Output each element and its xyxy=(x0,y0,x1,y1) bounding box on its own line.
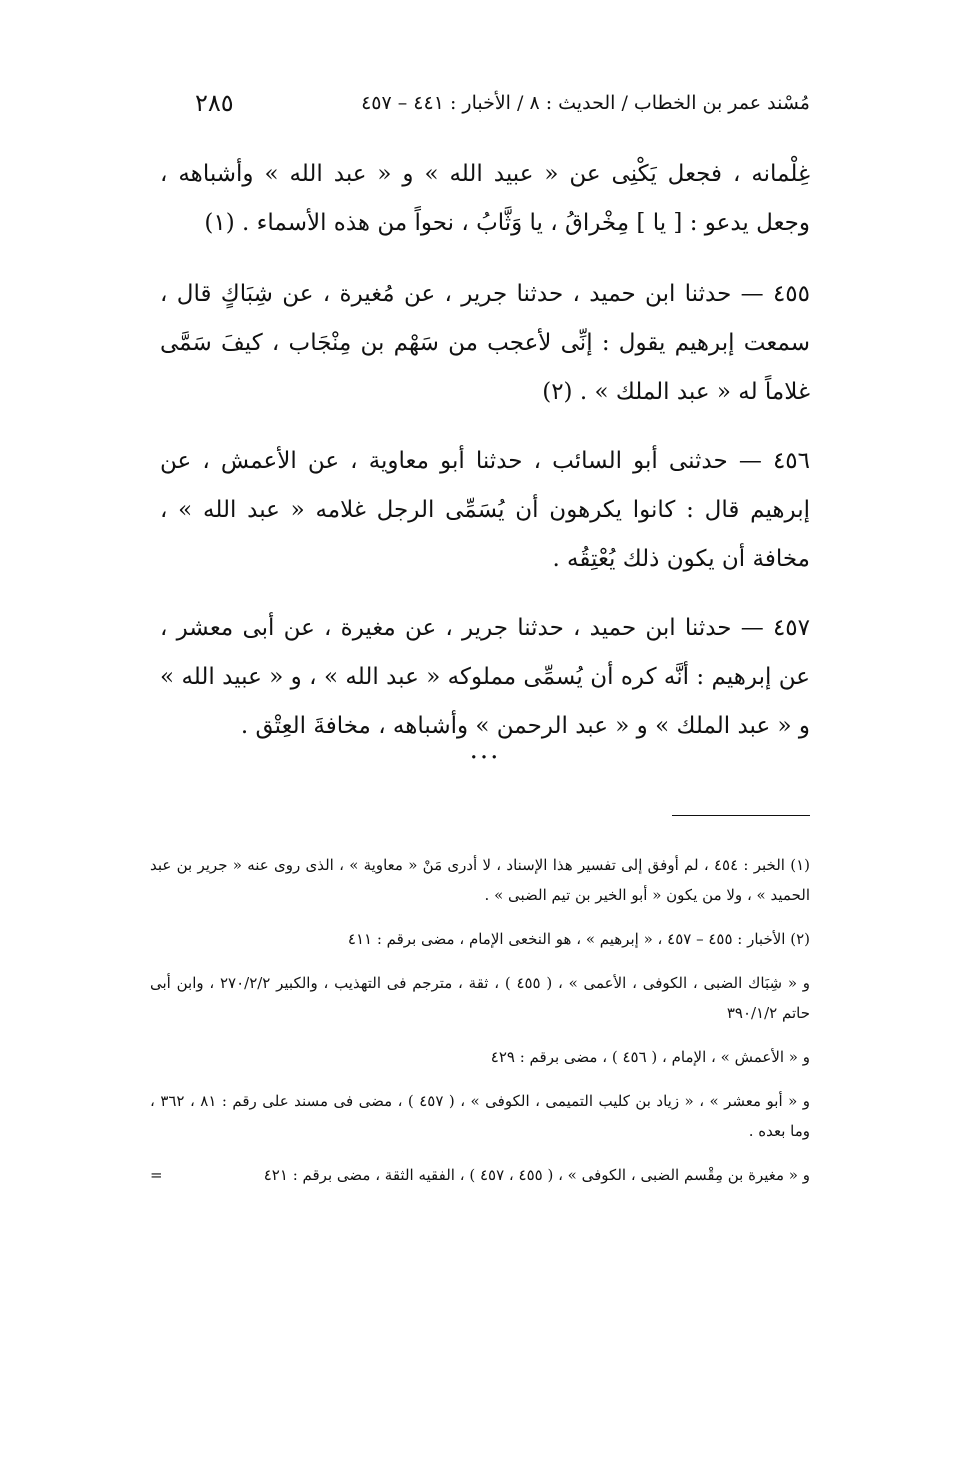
page-header xyxy=(195,88,810,122)
section-ellipsis: ... xyxy=(469,735,501,765)
footnote-2-abumashar: و « أبو معشر » ، « زياد بن كليب التميمى ، الكوفى » ، ( ٤٥٧ ) ، مضى فى مسند على رقم : ٨١ ، ٣٦٢ ، وما بعده . xyxy=(150,1092,811,1140)
hadith-456: ٤٥٦ — حدثنى أبو السائب ، حدثنا أبو معاوية ، عن الأعمش ، عن إبرهيم قال : كانوا يكرهون أن يُسَمِّى الرجل غلامه « عبد الله » ، مخافة أن يكون ذلك يُعْتِقُه . xyxy=(160,448,810,572)
paragraph-continuation: غِلْمانه ، فجعل يَكْنِى عن « عبيد الله » و « عبد الله » وأشباهه ، وجعل يدعو : [ يا ] مِخْراقُ ، يا وَثَّابُ ، نحواً من هذه الأسماء . (١) xyxy=(160,161,810,236)
footnote-separator xyxy=(672,815,810,816)
footnote-2-shibak: و « شِبَاك الضبى ، الكوفى ، الأعمى » ، ( ٤٥٥ ) ، ثقة ، مترجم فى التهذيب ، والكبير ٢٧٠/٢/٢ ، وابن أبى حاتم ٣٩٠/١/٢ xyxy=(150,974,811,1022)
footnote-2-amash: و « الأعمش » ، الإمام ، ( ٤٥٦ ) ، مضى برقم : ٤٢٩ xyxy=(490,1048,810,1066)
footnote-2-intro: (٢) الأخبار : ٤٥٥ – ٤٥٧ ، « إبرهيم » ، هو النخعى الإمام ، مضى برقم : ٤١١ xyxy=(347,930,810,948)
hadith-455: ٤٥٥ — حدثنا ابن حميد ، حدثنا جرير ، عن مُغيرة ، عن شِبَاكٍ قال ، سمعت إبرهيم يقول : إنِّى لأعجب من سَهْم بن مِنْجَاب ، كيفَ سَمَّى غلاماً له « عبد الملك » . (٢) xyxy=(160,281,810,405)
footnote-2-mughira-row xyxy=(150,1160,810,1190)
footnote-2-mughira: و « مغيرة بن مِقْسم الضبى ، الكوفى » ، ( ٤٥٥ ، ٤٥٧ ) ، الفقيه الثقة ، مضى برقم : ٤٢١ xyxy=(263,1166,810,1184)
page-number: ٢٨٥ xyxy=(195,89,234,117)
hadith-457: ٤٥٧ — حدثنا ابن حميد ، حدثنا جرير ، عن مغيرة ، عن أبى معشر ، عن إبرهيم : أنَّه كره أن يُسمِّى مملوكه « عبد الله » ، و « عبيد الله » و « عبد الملك » و « عبد الرحمن » وأشباهه ، مخافةَ العِتْق . xyxy=(160,615,810,739)
footnotes xyxy=(150,850,810,1204)
running-head: مُسْند عمر بن الخطاب / الحديث : ٨ / الأخبار : ٤٤١ – ٤٥٧ xyxy=(361,92,810,114)
footnote-1: (١) الخبر : ٤٥٤ ، لم أوفق إلى تفسير هذا الإسناد ، لا أدرى مَنْ « معاوية » ، الذى روى عنه « جرير بن عبد الحميد » ، ولا من يكون « أبو الخير بن تيم الضبى » . xyxy=(150,856,810,904)
continuation-marker: = xyxy=(150,1166,163,1184)
main-text xyxy=(160,150,810,771)
